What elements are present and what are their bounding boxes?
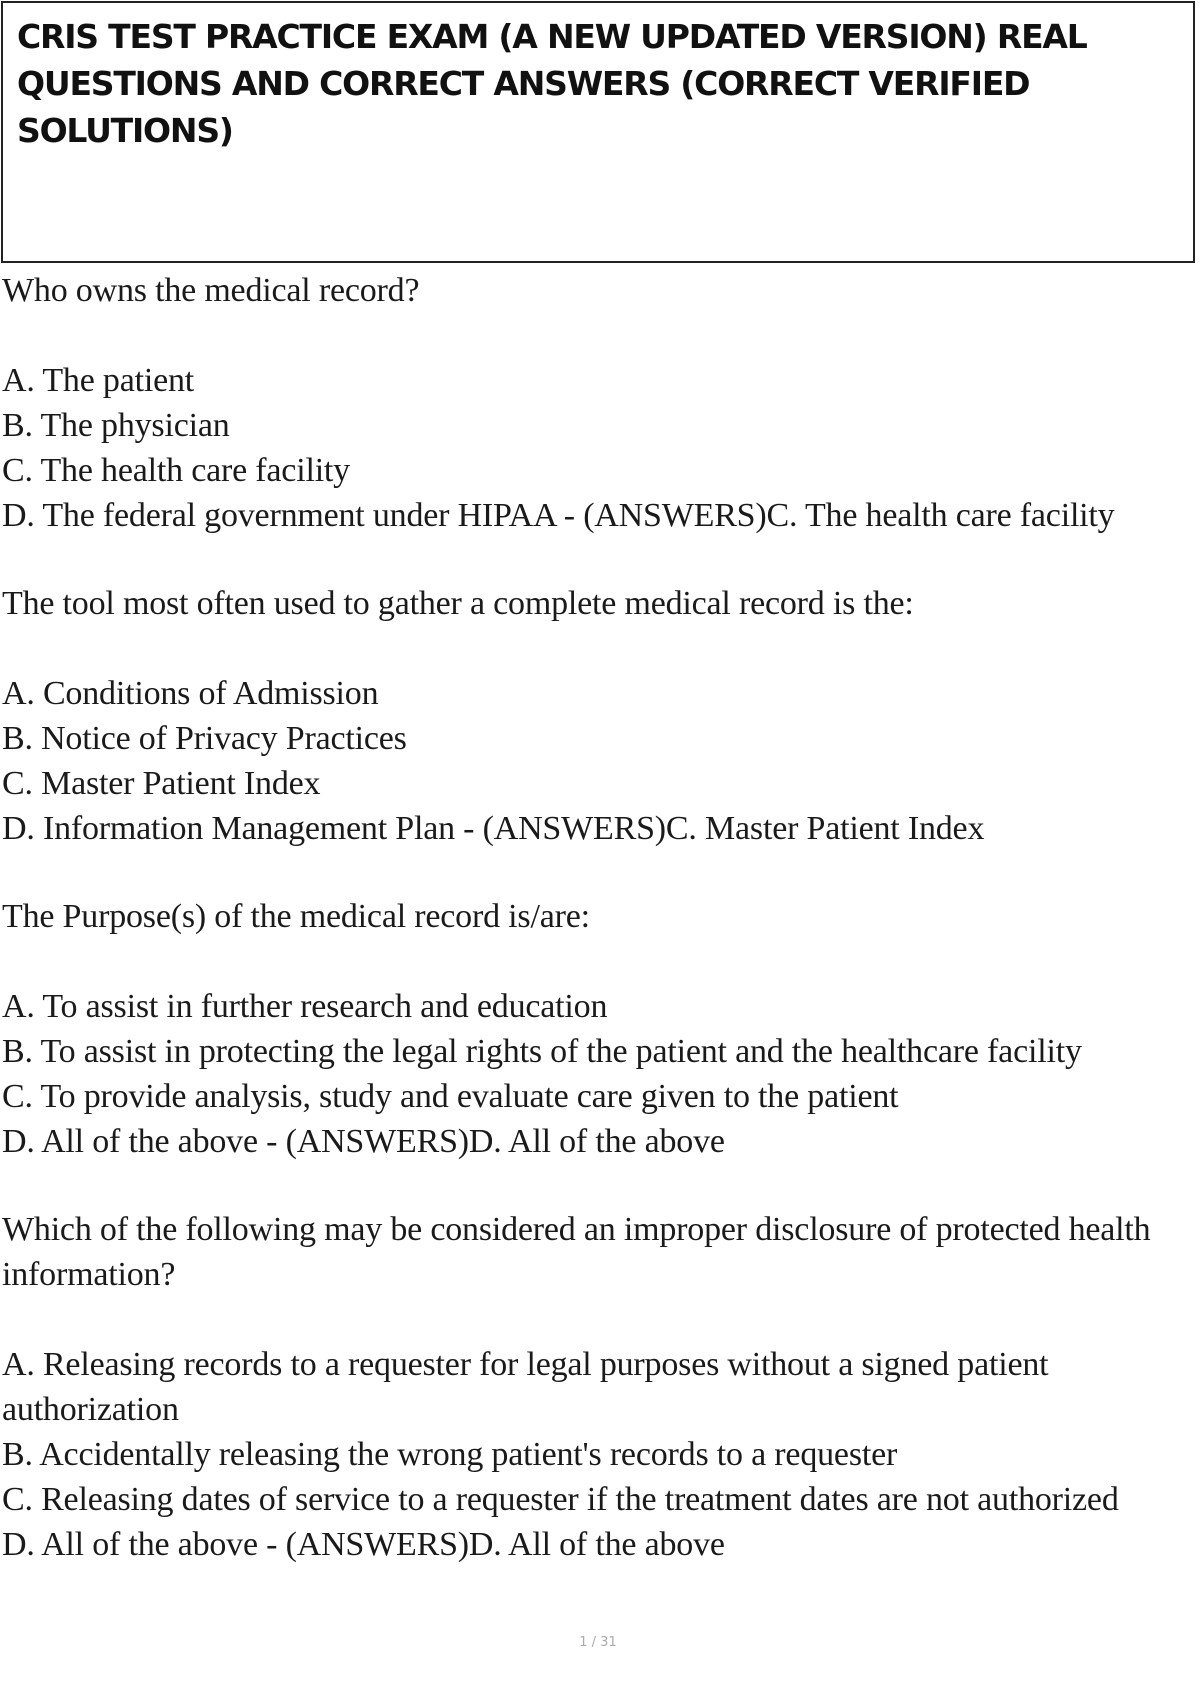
answer-option: C. Releasing dates of service to a requester if the treatment dates are not authorized (2, 1481, 1119, 1518)
answer-option: D. Information Management Plan - (ANSWERS)C. Master Patient Index (2, 810, 985, 847)
spacer (2, 313, 1192, 358)
answer-option: B. The physician (2, 407, 230, 444)
answer-option: A. Releasing records to a requester for legal purposes without a signed patient authorization (2, 1346, 1049, 1428)
answer-option: B. To assist in protecting the legal rights of the patient and the healthcare facility (2, 1033, 1082, 1070)
spacer (2, 939, 1192, 984)
question-block (2, 268, 1192, 538)
answer-option: B. Accidentally releasing the wrong patient's records to a requester (2, 1436, 898, 1473)
document-title: CRIS TEST PRACTICE EXAM (A NEW UPDATED VERSION) REAL QUESTIONS AND CORRECT ANSWERS (CORRECT VERIFIED SOLUTIONS) (17, 17, 1087, 150)
question-text: Which of the following may be considered an improper disclosure of protected health information? (2, 1211, 1151, 1293)
answer-option: A. Conditions of Admission (2, 675, 379, 712)
answer-option: B. Notice of Privacy Practices (2, 720, 407, 757)
answer-option: D. All of the above - (ANSWERS)D. All of the above (2, 1123, 725, 1160)
title-box (1, 1, 1195, 263)
answer-option: A. The patient (2, 362, 195, 399)
answer-option: C. Master Patient Index (2, 765, 321, 802)
spacer (2, 626, 1192, 671)
answer-option: C. To provide analysis, study and evaluate care given to the patient (2, 1078, 899, 1115)
question-text: The Purpose(s) of the medical record is/are: (2, 898, 590, 935)
question-block (2, 894, 1192, 1164)
question-block (2, 581, 1192, 851)
question-block (2, 1207, 1192, 1567)
answer-option: D. The federal government under HIPAA - (ANSWERS)C. The health care facility (2, 497, 1115, 534)
page-indicator: 1 / 31 (579, 1635, 617, 1650)
answer-option: A. To assist in further research and education (2, 988, 608, 1025)
answer-option: D. All of the above - (ANSWERS)D. All of the above (2, 1526, 725, 1563)
question-text: The tool most often used to gather a complete medical record is the: (2, 585, 914, 622)
question-text: Who owns the medical record? (2, 272, 420, 309)
answer-option: C. The health care facility (2, 452, 350, 489)
question-list (2, 268, 1192, 1610)
spacer (2, 1297, 1192, 1342)
